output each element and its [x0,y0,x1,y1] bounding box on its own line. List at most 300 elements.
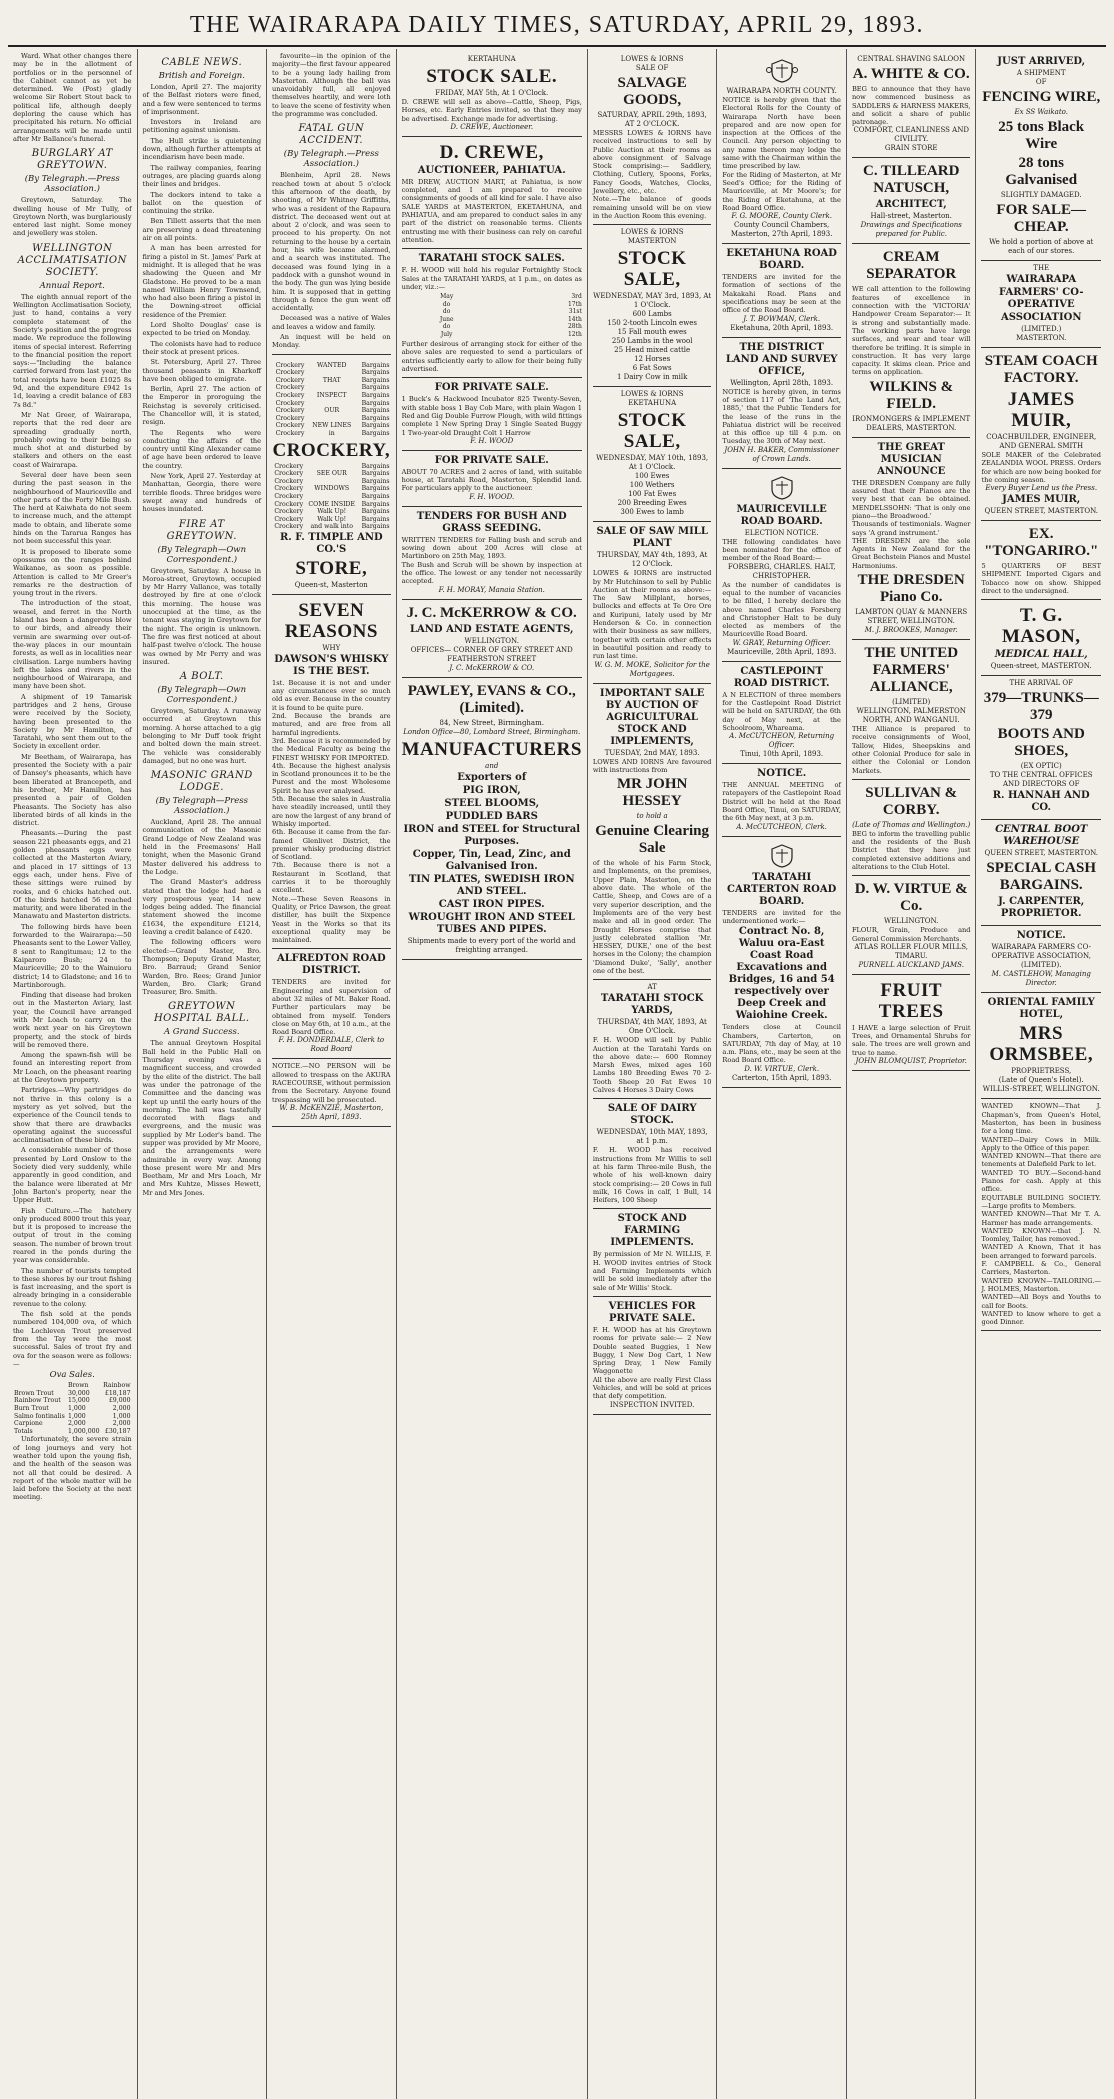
reason-item: 3rd. Because it is recommended by the Medical Faculty as being the FINEST WHISKY FOR IMPORTED. [272,736,391,762]
ad-office: London Office—80, Lombard Street, Birmingham. [403,727,581,736]
table-row [13,1405,132,1413]
table-cell: Bargains [361,384,390,392]
crockery-advert [272,359,391,595]
ad-body: THE Alliance is prepared to receive consignments of Wool, Tallow, Hides, Sheepskins and other Colonial Produce for sale in either the Colonial or London Markets. [851,725,971,775]
ad-signature: A. McCUTCHEON, Clerk. [736,822,827,831]
ad-name: JAMES MUIR, [1007,389,1075,431]
ad-body: F. H. WOOD will hold his regular Fortnightly Stock Sales at the TARATAHI YARDS, at 1 p.m., on dates as under, viz.:— [401,266,582,291]
headline-bolt: A BOLT. [179,671,224,683]
ad-subheading: LAND AND ESTATE AGENTS, [409,623,574,635]
table-cell: Walk Up! [317,508,347,516]
ad-heading: Genuine Clearing Sale [595,823,710,857]
column-6 [717,49,847,2099]
article-text: Finding that disease had broken out in the Masterton Aviary, last year, the Council have arranged with Mr Loach to carry on the work next year on his Greytown property, and the stock of birds will be removed there. [13,991,132,1049]
ad-body: THE DRESDEN Company are fully assured that their Pianos are the very best that can be obtained. MENDELSSOHN: 'That is only one piano—the Broadwood.' [851,478,971,520]
ad-body: Further desirous of arranging stock for either of the above sales are requested to send a particulars of entries sufficiently early to allow for their being fully advertised. [401,340,582,374]
article-text: The following officers were elected:—Grand Master, Bro. Thompson; Deputy Grand Master, Bro. Barraud; Grand Senior Warden, Bro. Rees; Grand Junior Warden, Bro. Clark; Grand Treasurer, Bro. Smith. [142,938,262,997]
ad-subheading: IRONMONGERS & IMPLEMENT DEALERS, MASTERTON. [852,414,971,432]
column-5 [588,49,718,2099]
crockery-row [272,493,391,501]
ad-subheading: (LIMITED.) [1021,325,1062,333]
crockery-row [272,362,391,370]
crockery-row [272,407,391,415]
ad-date: WEDNESDAY, MAY 3rd, 1893, At 1 O'Clock. [593,292,712,310]
table-cell: £9,000 [108,1397,131,1405]
cooperative-notice [981,926,1101,993]
stock-item: 25 Head mixed cattle [614,346,691,355]
crockery-row [272,478,391,486]
ad-body: NOTICE.—NO PERSON will be allowed to trespass on the AKURA RACECOURSE, without permission from the Secretary. Anyone found trespassing will be prosecuted. [272,1062,391,1104]
article-text: The introduction of the stoat, weasel, and ferret in the North Island has been a dangerous blow to our birds, and already their vermin are swarming over out-of-the-way places in our mountain forests, as well as in localities near civilisation. Large numbers having left the lakes and rivers in the neighbourhood of Wairarapa, and many have been shot. [13,599,132,691]
ad-heading: FOR SALE—CHEAP. [996,202,1087,235]
ad-address: ATLAS ROLLER FLOUR MILLS, TIMARU. [854,942,969,960]
crockery-row [272,400,391,408]
sale-date: May [440,293,454,301]
article-text: The annual Greytown Hospital Ball held in the Public Hall on Thursday evening was a magnificent success, and crowded by the elite of the district. The ball was under the patronage of the Committee and the dancing was kept up until the early hours of the morning. The hall was tastefully decorated with flags and evergreens, and the music was supplied by Mr Loder's band. The supper was provided by Mr Moore, and the arrangements were admirable in every way. Among those present were Mr and Mrs Beetham, Mr and Mrs Loach, Mr and Mrs Kuhtze, Misses Hewett, Mr and Mrs Jones. [142,1039,262,1197]
ad-body: THE following candidates have been nominated for the office of member of the Road Board:— [722,537,841,563]
private-sale-advert [402,378,582,450]
table-cell: Totals [14,1427,33,1435]
ad-subheading: TO THE CENTRAL OFFICES AND DIRECTORS OF [989,771,1093,789]
article-text: The Grand Master's address stated that the lodge had had a very prosperous year, 14 new lodges being added. The financial statement showed the income £1634, the expenditure £1214, leaving a credit balance of £420. [142,878,262,937]
table-cell: 30,000 [68,1389,90,1397]
ad-heading: STEAM COACH FACTORY. [984,353,1098,386]
table-cell: Crockery [275,422,305,430]
ad-body: By permission of Mr N. WILLIS, F. H. WOOD invites entries of Stock and Farming Implements which will be sold immediately after the sale of Mr Willis' Stock. [592,1250,712,1292]
crockery-row [272,508,391,516]
article-text: Greytown, Saturday. A house in Moroa-street, Greytown, occupied by Mr Harry Vallance, was totally destroyed by fire at one o'clock this morning. The house was unoccupied at the time, as the tenant was staying in Greytown for the night. The origin is unknown. The fire was first noticed at about half-past twelve o'clock. The house was owned by Mr Perry and was insured. [142,566,262,666]
table-cell: Bargains [361,361,390,369]
ad-subheading: ARCHITECT, [875,199,947,211]
ad-address: WELLINGTON, PALMERSTON NORTH, AND WANGANUI. [856,707,966,725]
masterton-stock-sale [593,225,712,387]
ad-signature: W. G. M. MOKE, Solicitor for the Mortgagees. [594,660,710,678]
ad-heading: TENDERS FOR BUSH AND GRASS SEEDING. [416,510,567,534]
ad-heading: ALFREDTON ROAD DISTRICT. [276,953,386,977]
ad-signature: INSPECTION INVITED. [609,1400,695,1409]
ad-date: TUESDAY, 2nd MAY, 1893. [604,748,700,757]
table-cell: Crockery [274,492,304,500]
ad-heading: SALE OF DAIRY STOCK. [607,1103,697,1127]
sale-date: do [442,300,451,308]
article-text: Among the spawn-fish will be found an interesting report from Mr Loach, on the pheasant rearing at the Greytown property. [13,1051,132,1085]
article-text: Pheasants.—During the past season 221 pheasants eggs, and 21 golden pheasants eggs were collected at the Masterton Aviary, and placed in 17 sittings of 13 eggs each, under hens. Five of these sittings were ruined by rooks, and 6 chicks hatched out. Of the birds hatched 56 reached maturity, and were liberated in the Manawatu and Masterton districts. [13,829,132,921]
ad-signature: JAMES MUIR, [1002,494,1081,506]
table-cell: Bargains [361,429,390,437]
article-text: The fish sold at the ponds numbered 104,000 ova, of which the Lochleven Trout preserved from the Tay were the most successful. Sales of trout fry and ova for the season were as follows:— [13,1310,132,1368]
article-text: It is proposed to liberate some opossums on the ranges behind Waikanae, as soon as possible. Attention is called to Mr Greer's remarks re the destruction of young trout in the rivers. [13,547,132,598]
sale-date: 12th [567,330,582,338]
crockery-table [272,463,391,531]
wanted-column [981,1099,1101,1331]
reason-item: 1st. Because it is not and under any circumstances ever so much old as ever. Because in the country it is found to be quite pure. [272,678,391,712]
mauriceville-election [722,469,841,662]
ad-heading: SPECIAL CASH BARGAINS. [986,860,1097,894]
table-cell: Brown Trout [14,1389,54,1397]
ad-body: The Bush and Scrub will be shown by inspection at the office. The lowest or any tender not necessarily accepted. [401,560,582,586]
ad-subheading: ELECTION NOTICE. [744,528,819,537]
crockery-row [272,384,391,392]
ad-body: THE ANNUAL MEETING of ratepayers of the Castlepoint Road District will be held at the Road Board Office, Tinui, on SATURDAY, the 6th May next, at 3 p.m. [722,781,841,823]
reason-item: 7th. Because there is not a Restaurant in Scotland, that carries it to be thoroughly excellent. [272,861,391,895]
article-text: Partridges.—Why partridges do not thrive in this colony is a mystery as yet solved, but the experience of the Council tends to show that there are drawbacks operating against the successful acclimatisation of these birds. [13,1086,132,1145]
ad-heading: J. C. McKERROW & CO. [406,604,577,621]
ad-heading: SALVAGE GOODS, [617,75,687,108]
article-text: Investors in Ireland are petitioning against unionism. [142,118,262,135]
tongariro-advert [981,521,1101,600]
table-cell: Rainbow Trout [14,1397,61,1405]
ad-address: PURNELL AUCKLAND JAMS. [858,960,964,969]
taratahi-sales-advert [402,249,582,378]
table-row [13,1397,132,1405]
cooperative-association-advert [981,261,1101,348]
ad-subheading: PROPRIETRESS, [1011,1067,1072,1076]
ad-address: QUEEN STREET, MASTERTON. [984,849,1098,858]
article-text: Mr Nat Greer, of Wairarapa, reports that the red deer are spreading gradually north, probably owing to their being so much shot at and disturbed by stalkers and others on the east coast of Wairarapa. [13,410,132,469]
table-cell: and walk into [310,523,353,531]
article-text: Auckland, April 28. The annual communication of the Masonic Grand Lodge of New Zealand was held in the Freemasons' Hall tonight, when the Masonic Grand Master delivered his address to the Lodge. [142,818,262,876]
reasons-note: Note.—These Seven Reasons in Quality, or Price Dawson, the great distiller, has built the Sixpence Yeast in the Works so that its exceptional quality may be maintained. [272,894,391,945]
sale-date: 3rd [571,293,582,301]
article-lead: Ward. What other changes there may be in the allotment of portfolios or in the personnel of the Cabinet cannot as yet be determined. We (Post) gladly welcome Sir Robert Stout back to political life, although deeply deploring the cause which has precipitated his return. No official arrangements will be made until after Mr Ballance's funeral. [13,52,132,143]
ad-topline: CENTRAL SHAVING SALOON [857,55,966,63]
ad-body: We hold a portion of above at each of our stores. [989,238,1094,255]
article-text: Greytown, Saturday. A runaway occurred at Greytown this morning. A horse attached to a gig belonging to Mr Duff took fright and bolted down the main street. The vehicle was considerably damaged, but no one was hurt. [142,707,262,765]
table-cell [308,400,356,408]
table-cell: THAT [322,376,341,384]
ad-date: WEDNESDAY, 10th MAY, 1893, at 1 p.m. [596,1128,708,1146]
table-cell: Bargains [361,407,390,415]
eketahuna-road-board [722,244,841,337]
table-cell: Crockery [274,508,304,516]
crockery-row [272,422,391,430]
store-name: R. F. TIMPLE AND CO.'S [279,531,383,555]
ad-body: TENDERS are invited for the undermentioned work:— [722,908,841,925]
ad-body: All the above are really First Class Vehicles, and will be sold at prices that defy competition. [592,1375,712,1401]
stock-list [593,472,712,517]
ad-ship: Ex SS Waikato. [1014,108,1068,116]
stock-item: 1 Dairy Cow in milk [616,373,688,382]
table-cell [308,384,356,392]
crewe-advert [402,137,582,249]
column-3 [267,49,397,2099]
stock-item: 250 Lambs in the wool [611,337,693,346]
table-cell: 1,000 [68,1404,86,1412]
table-cell: Crockery [274,515,304,523]
byline: (By Telegraph—Own Correspondent.) [157,544,247,565]
vehicles-advert [593,1297,712,1415]
byline: (By Telegraph—Own Correspondent.) [157,685,247,706]
product-item: PUDDLED BARS [445,810,538,822]
table-cell: Crockery [275,361,305,369]
whisky-advert [272,595,391,950]
ad-signature: J. T. BOWMAN, Clerk. [743,314,821,323]
classified-item: WANTED KNOWN—That there are tenements at Dalefield Park to let. [981,1152,1101,1169]
article-text: New York, April 27. Yesterday at Manhattan, Georgia, there were terrible floods. Three bridges were swept away and hundreds of houses inundated. [142,472,262,514]
article-text: Ben Tillett asserts that the men are preserving a dead threatening air on all points. [142,217,262,243]
article-text: Deceased was a native of Wales and leaves a widow and family. [272,314,391,331]
sale-date: July [440,330,453,338]
ad-date: SATURDAY, APRIL 29th, 1893, [597,111,707,119]
article-text: Lord Sholto Douglas' case is expected to be tried on Monday. [142,321,262,338]
ad-body: SOLE MAKER of the Celebrated ZEALANDIA WOOL PRESS. Orders for which are now being booked for the coming season. [981,451,1101,484]
ad-body: to hold a [636,812,668,821]
table-cell: Crockery [275,399,305,407]
ad-heading: TARATAHI STOCK YARDS, [600,993,704,1017]
table-cell: SEE OUR [316,470,347,478]
ad-topline: THE [1033,264,1050,272]
article-text: favourite—in the opinion of the majority—the first favour appeared to be a young lady hailing from Masterton. Although the ball was unavoidably full, all enjoyed themselves heartily, and were loth to leave the scene of festivity when the programme was concluded. [272,52,391,119]
stock-item: 100 Ewes [634,472,670,481]
sale-date: 28th [567,323,582,331]
ad-subheading: COACHBUILDER, ENGINEER, AND GENERAL SMITH [986,433,1097,450]
article-text: The number of tourists tempted to these shores by our trout fishing is fast increasing, and the sport is already bringing in a considerable revenue to the colony. [13,1266,132,1308]
product-list [402,785,582,936]
stock-item: 6 Fat Sows [632,364,672,373]
ad-body: A N ELECTION of three members for the Castlepoint Road District will be held on SATURDAY, the 6th day of May next, at the Schoolroom, Whareama. [722,690,841,732]
ad-heading: TARATAHI STOCK SALES. [418,253,565,265]
ad-body: of the whole of his Farm Stock, and Implements, on the premises, Upper Plain, Masterton, on the above date. The whole of the Cattle, Sheep, and Cows are of a very superior description, and the Implements are of the very best make and all in good order. The Draught Horses comprise that justly celebrated stallion 'Mr. HESSEY, DUKE,' one of the best horses in the Colony; the champion 'Diamond Duke', 'Sally', another one of the best. [592,859,712,975]
ad-body: NOTICE is hereby given, in terms of section 117 of 'The Land Act, 1885,' that the Public Tenders for the lease of the runs in the Pahiatua district will be received at this office up till 4 p.m. on Tuesday, the 30th of May next. [722,387,841,446]
table-cell: Bargains [361,376,390,384]
ad-footer: Shipments made to every port of the world and freighting arranged. [407,936,576,954]
table-cell: Carpione [14,1420,43,1428]
ad-subheading: GRAIN STORE [884,144,938,153]
table-cell: Bargains [361,515,390,523]
table-cell: 1,000 [68,1412,86,1420]
ad-address: WELLINGTON. [884,917,939,926]
article-text: Berlin, April 27. The action of the Emperor in proroguing the Reichstag is severely criticised. The Chancellor will, it is stated, resign. [142,385,262,427]
ad-motto: COMFORT, CLEANLINESS AND CIVILITY. [853,126,969,144]
crockery-row [272,485,391,493]
column-7 [847,49,977,2099]
columns [8,49,1106,2099]
crockery-table [272,362,391,438]
headline-burglary: BURGLARY AT GREYTOWN. [31,148,113,172]
crockery-row [272,463,391,471]
classified-item: WANTED to know where to get a good Dinner. [981,1309,1101,1327]
castlepoint-election [722,662,841,764]
ad-topline: A SHIPMENT [1016,69,1066,77]
sale-date: 31st [568,308,582,316]
classified-item: WANTED KNOWN—TAILORING.—J. HOLMES, Masterton. [981,1276,1101,1293]
article-text: The dockers intend to take a ballot on the question of continuing the strike. [142,190,262,216]
reason-item: 4th. Because the highest analysis in Scotland pronounces it to be the Purest and the most Wholesome Spirit he has ever analysed. [272,761,391,795]
ad-topline: EKETAHUNA [628,399,677,408]
table-cell: Crockery [275,376,305,384]
ad-signature: M. CASTLEHOW, Managing Director. [991,970,1091,988]
ad-name: MR JOHN HESSEY [616,776,688,810]
table-cell: INSPECT [316,391,347,399]
table-cell: Crockery [274,485,304,493]
byline: (By Telegraph.—Press Association.) [283,149,379,170]
ad-heading: WAIRARAPA [1006,274,1077,285]
shaving-saloon-advert [852,52,971,158]
ad-date: County Council Chambers, Masterton, 27th April, 1893. [730,221,833,239]
ad-body: I HAVE a large selection of Fruit Trees, and Ornamental Shrubs for sale. The trees are well grown and true to name. [851,1023,971,1057]
ad-body: F. H. WOOD will sell by Public Auction at the Taratahi Yards on the above date:— 600 Romney Marsh Ewes, mixed ages 160 Lambs 180 Breeding Ewes 70 2-Tooth Sheep 20 Fat Ewes 10 Calves 4 Horses 3 Dairy Cows [592,1036,712,1095]
sale-date: June [439,315,454,323]
pawley-evans-advert [402,678,582,960]
table-cell: Crockery [275,414,305,422]
ad-body: For the Riding of Masterton, at Mr Seed's Office; for the Riding of Mauriceville, at Mr Moore's; for the Riding of Eketahuna, at the Road Board Office. [722,170,841,212]
ad-heading: PAWLEY, EVANS & CO., (Limited). [407,682,576,716]
byline: (By Telegraph.—Press Association.) [24,174,120,195]
article-text: The eighth annual report of the Wellington Acclimatisation Society, just to hand, contains a very complete statement of the Society's position and the progress made. We reproduce the following items of special interest. Referring to the financial position the report says:—"Including the balance carried forward from last year, the total receipts have been £1025 8s 9d, and the expenditure £942 1s 1d, leaving a credit balance of £83 7s 8d." [13,292,132,409]
ad-body: F. H. WOOD has received instructions from Mr Willis to sell at his farm Three-mile Bush, the whole of his well-known dairy stock comprising:— 20 Cows in full milk, 16 Cows in calf, 1 Bull, 14 Heifers, 100 Sheep [592,1146,712,1205]
sale-date: do [442,308,451,316]
coat-of-arms-icon [765,843,799,869]
table-cell: Crockery [274,470,304,478]
ad-topline: LOWES & IORNS [620,390,684,399]
ad-name: THE DRESDEN Piano Co. [857,572,965,606]
ad-heading: CREAM SEPARATOR [866,249,957,283]
table-cell: £18,187 [104,1389,131,1397]
article-text: The Hull strike is quietening down, although further attempts at incendiarism have been made. [142,136,262,162]
table-cell: Bargains [361,477,390,485]
product-item: WROUGHT IRON AND STEEL TUBES AND PIPES. [408,911,575,935]
article-text: London, April 27. The majority of the Belfast rioters were fined, and a few were sentenced to terms of imprisonment. [142,83,262,116]
sale-date: do [442,323,451,331]
headline-acclimatisation: WELLINGTON ACCLIMATISATION SOCIETY. [17,242,127,278]
fruit-trees-advert [852,975,971,1071]
tenders-advert [402,507,582,600]
ad-signature: A. McCUTCHEON, Returning Officer. [729,732,835,750]
ad-body: D. CREWE will sell as above—Cattle, Sheep, Pigs, Horses, etc. Early Entries invited, so that they may be advertised. Exchange made for advertising. [401,98,582,123]
column-2 [138,49,268,2099]
ad-topline: JUST ARRIVED, [997,56,1086,67]
table-cell [13,1382,67,1390]
ad-signature: JOHN H. BAKER, Commissioner of Crown Lands. [724,445,839,463]
ad-body: TENDERS are invited for Engineering and supervision of about 32 miles of Mt. Baker Road. Further particulars may be obtained from myself. Tenders close on May 6th, at 10 a.m., at the Road Board Office. [272,978,391,1037]
table-cell: Bargains [361,470,390,478]
subheadline: Annual Report. [39,280,105,291]
ad-heading: STOCK SALE, [617,410,687,453]
table-cell: Crockery [275,369,305,377]
ad-signature: F. H. MORAY, Manaia Station. [438,585,545,594]
article-text: A considerable number of those presented by Lord Onslow to the Society died very suddenly, while apparently in good condition, and the balance were liberated at Mr John Barton's property, near the Upper Hutt. [13,1146,132,1205]
stock-item: 15 Fall mouth ewes [617,328,687,337]
table-cell: Crockery [275,407,305,415]
ad-heading: TARATAHI CARTERTON ROAD BOARD. [727,871,837,907]
table-cell: Bargains [361,399,390,407]
article-text: Several deer have been seen during the past season in the neighbourhood of Mauriceville and other parts of the Forty Mile Bush. The herd at Kaiwhata do not seem to increase much, and the attempt made to obtain, and liberate some hinds on the Tararua Ranges has not been successful this year. [13,470,132,546]
table-cell: £30,187 [104,1427,131,1435]
ad-tagline: Drawings and Specifications prepared for Public. [860,221,962,239]
ad-heading: BOOTS AND SHOES, [997,726,1085,760]
virtue-advert [852,876,971,975]
table-cell [305,463,358,471]
table-cell: Bargains [361,523,390,531]
ad-heading: FOR PRIVATE SALE. [434,382,549,394]
ad-topline: LOWES & IORNS [620,55,684,63]
classified-item: WANTED—Dairy Cows in Milk. Apply to the Office of this paper. [981,1135,1101,1152]
classified-item: WANTED A Known, That it has been arranged to forward parcels. [981,1243,1101,1260]
ad-subheading: (Late of Thomas and Wellington.) [852,820,971,829]
table-cell: Bargains [361,391,390,399]
store-heading: STORE, [295,557,368,579]
ad-signature: F. H. WOOD [470,436,514,445]
ad-offices: OFFICES— CORNER OF GREY STREET AND FEATHERSTON STREET [410,645,573,663]
ad-heading: THE GREAT MUSICIAN ANNOUNCE [877,441,946,477]
table-cell: Crockery [274,523,304,531]
ad-heading: EX. "TONGARIRO." [984,526,1099,560]
ad-heading: 379—TRUNKS—379 [983,690,1099,724]
masthead: THE WAIRARAPA DAILY TIMES, SATURDAY, APRIL 29, 1893. [8,10,1106,47]
table-row [13,1390,132,1398]
ad-signature: W. B. McKENZIE, Masterton, 25th April, 1893. [279,1103,384,1121]
stock-list [593,310,712,382]
ad-subheading: SLIGHTLY DAMAGED. [1000,191,1082,199]
stock-item: 100 Wethers [629,481,675,490]
road-district-advert [272,949,391,1059]
table-cell: Crockery [274,500,304,508]
contract-title: Contract No. 8, Waluu ora-East Coast Road Excavations and Bridges, 16 and 54 respectively over Deep Creek and Waiohine Creek. [728,926,835,1022]
ad-name: MRS ORMSBEE, [989,1023,1094,1066]
article-text: The railway companies, fearing outrages, are placing guards along their lines and bridges. [142,163,262,189]
store-address: Queen-st, Masterton [294,580,368,589]
sale-dates-list [402,293,582,338]
subheadline: A Grand Success. [163,1027,240,1038]
table-cell [308,369,356,377]
ad-location: WELLINGTON. [464,636,519,645]
reason-item: 6th. Because it came from the far-famed Glenlivet District, the premier whisky producing district of Scotland. [272,828,391,862]
headline-masonic: MASONIC GRAND LODGE. [150,770,253,794]
medical-hall-advert [981,600,1101,676]
cream-separator-advert [852,244,971,437]
ad-signature: F. G. MOORE, County Clerk. [731,212,832,221]
ad-address: QUEEN STREET, MASTERTON. [984,507,1098,516]
crockery-row [272,501,391,509]
column-4 [397,49,588,2099]
coat-of-arms-icon [765,58,799,84]
ad-body: Tenders close at Council Chambers, Carterton, on SATURDAY, 7th day of May, at 10 a.m. Plans, etc., may be seen at the Road Board Office. [722,1023,841,1065]
whisky-subheading: DAWSON'S WHISKY IS THE BEST. [274,653,389,677]
column-8-inner [981,52,1101,1331]
crockery-row [272,523,391,531]
ad-body: MR DREW, AUCTION MART, at Pahiatua, is now completed, and I am prepared to receive consignments of goods of all kind for sale. I have also SALE YARDS at MASTERTON, EKETAHUNA, and PAHIATUA, and am prepared to conduct sales in any part of the district on reasonable terms. Clients entrusting me with their business can rely on careful attention. [401,177,582,244]
architect-advert [852,158,971,244]
ad-subheading: (LIMITED) [892,698,931,707]
table-cell: 1,000 [112,1412,131,1420]
table-row [13,1420,132,1428]
product-item: TIN PLATES, SWEDISH IRON AND STEEL. [408,873,575,897]
ad-date: FRIDAY, MAY 5th, At 1 O'Clock. [435,89,549,97]
classified-item: WANTED TO BUY.—Second-hand Pianos for cash. Apply at this office. [981,1168,1101,1194]
ad-signature: J. C. McKERROW & CO. [449,663,535,672]
ad-body: ABOUT 70 ACRES and 2 acres of land, with suitable house, at Taratahi Road, Masterton, Splendid land. For particulars apply to the auctioneer. [401,467,582,493]
ad-heading: ORIENTAL FAMILY HOTEL, [987,997,1095,1021]
table-cell: Brown [68,1382,89,1390]
ad-date: Eketahuna, 20th April, 1893. [730,323,834,332]
article-text: The colonists have had to reduce their stock at present prices. [142,339,262,356]
ad-body: Thousands of testimonials. Wagner says 'A grand instrument.' [851,520,971,537]
ad-address: Queen-street, MASTERTON. [990,662,1092,671]
classified-item: F. CAMPBELL & Co., General Carriers, Masterton. [981,1260,1101,1277]
ad-heading: D. W. VIRTUE & Co. [854,881,968,915]
dairy-stock-sale [593,1099,712,1209]
table-cell: Walk Up! [317,515,347,523]
table-cell: Crockery [275,391,305,399]
table-row [13,1413,132,1421]
ad-date: Tinui, 10th April, 1893. [740,750,824,759]
ad-heading: CENTRAL BOOT WAREHOUSE [995,824,1088,848]
ad-heading: C. TILLEARD NATUSCH, [862,163,960,197]
product-item: IRON and STEEL for Structural Purposes. [403,823,581,847]
farming-implements-advert [593,1209,712,1296]
ad-heading: FRUIT TREES [878,979,944,1022]
table-cell: Crockery [275,384,305,392]
